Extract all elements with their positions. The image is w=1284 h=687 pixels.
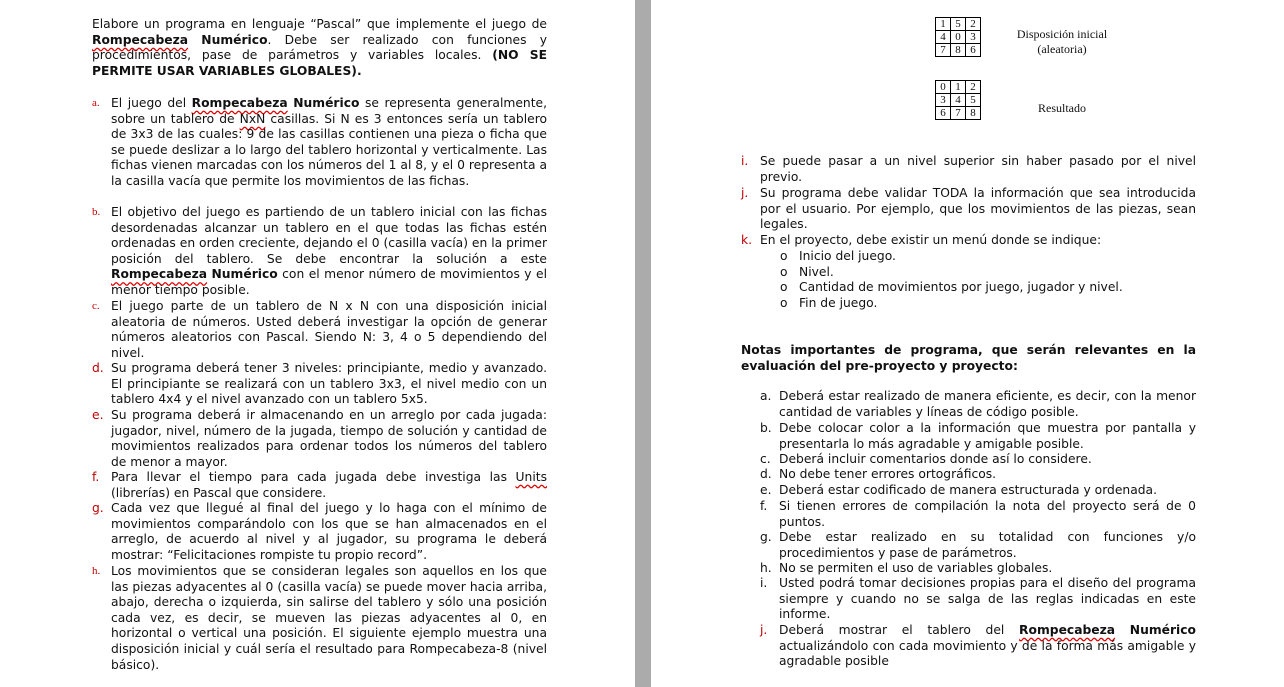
board-cell: 1 [936,18,951,31]
board-cell: 7 [936,44,951,57]
board-cell: 0 [936,81,951,94]
intro-paragraph: Elabore un programa en lenguaje “Pascal” que implemente el juego de Rompecabeza Numérico. Debe ser realizado con funciones y procedimientos, pase de parámetros y variables locales. (NO SE PERMITE USAR VARIABLES GLOBALES). [92,17,547,78]
board-cell: 2 [966,18,981,31]
notes-heading: Notas importantes de programa, que serán relevantes en la evaluación del pre-proyecto y proyecto: [741,343,1196,373]
result-board-caption: Resultado [1038,101,1086,115]
page-gutter [635,0,651,687]
board-cell: 8 [951,44,966,57]
board-cell: 1 [951,81,966,94]
menu-item: o Cantidad de movimientos por juego, jugador y nivel. [780,280,1123,294]
board-cell: 4 [936,31,951,44]
board-cell: 3 [966,31,981,44]
initial-board [935,17,981,57]
board-cell: 2 [966,81,981,94]
board-cell: 8 [966,107,981,120]
board-cell: 5 [966,94,981,107]
menu-item: o Fin de juego. [780,296,878,310]
board-cell: 7 [951,107,966,120]
initial-board-caption: Disposición inicial (aleatoria) [1016,27,1108,56]
result-board [935,80,981,120]
board-cell: 5 [951,18,966,31]
board-cell: 6 [936,107,951,120]
menu-item: o Nivel. [780,265,834,279]
board-cell: 3 [936,94,951,107]
menu-item: o Inicio del juego. [780,249,896,263]
board-cell: 4 [951,94,966,107]
document-page-left: Elabore un programa en lenguaje “Pascal” que implemente el juego de Rompecabeza Numérico. Debe ser realizado con funciones y procedimientos, pase de parámetros y variables locales. (NO SE PERMITE USAR VARIABLES GLOBALES). a. El juego del Rompecabeza Numérico se representa generalmente, sobre un tablero de NxN casillas. Si N es 3 entonces sería un tablero de 3x3 de las cuales: 9 de las casillas contienen una pieza o ficha que se puede deslizar a lo largo del tablero horizontal y verticalmente. Las fichas vienen marcadas con los números del 1 al 8, y el 0 representa a la casilla vacía que permite los movimientos de las fichas. b. El objetivo del juego es partiendo de un tablero inicial con las fichas desordenadas alcanzar un tablero en el que todas las fichas estén ordenadas en orden creciente, dejando el 0 (casilla vacía) en la primer posición del tablero. Se debe encontrar la solución a este Rompecabeza Numérico con el menor número de movimientos y el menor tiempo posible. c. El juego parte de un tablero de N x N con una disposición inicial aleatoria de números. Usted deberá investigar la opción de generar números aleatorios con Pascal. Siendo N: 3, 4 o 5 dependiendo del nivel. d. Su programa deberá tener 3 niveles: principiante, medio y avanzado. El principiante se realizará con un tablero 3x3, el nivel medio con un tablero 4x4 y el nivel avanzado con un tablero 5x5. e. Su programa deberá ir almacenando en un arreglo por cada jugada: jugador, nivel, número de la jugada, tiempo de solución y cantidad de movimientos realizados para ordenar todos los números del tablero de menor a mayor. f. Para llevar el tiempo para cada jugada debe investiga las Units (librerías) en Pascal que considere. g. Cada vez que llegué al final del juego y lo haga con el mínimo de movimientos comparándolo con los que se han almacenados en el arreglo, de acuerdo al nivel y al jugador, su programa le deberá mostrar: “Felicitaciones rompiste tu propio record”. h. Los movimientos que se consideran legales son aquellos en los que las piezas adyacentes al 0 (casilla vacía) se puede mover hacia arriba, abajo, derecha o izquierda, sin salirse del tablero y sólo una posición cada vez, es decir, se mueven las piezas adyacentes al 0, en horizontal o vertical una posición. El siguiente ejemplo muestra una disposición inicial y cuál sería el resultado para Rompecabeza-8 (nivel básico). [0,0,635,687]
board-cell: 6 [966,44,981,57]
board-cell: 0 [951,31,966,44]
document-page-right: 1 5 2 4 0 3 7 8 6 Disposición inicial (aleatoria) 0 1 2 3 4 5 6 7 8 Resultado i. Se puede pasar a un nivel superior sin haber pasado por el nivel previo. j. Su programa debe validar TODA la información que sea introducida por el usuario. Por ejemplo, que los movimientos de las piezas, sean legales. k. En el proyecto, debe existir un menú donde se indique: o Inicio del juego. o Nivel. o Cantidad de movimientos por juego, jugador y nivel. o Fin de juego. Notas importantes de programa, que serán relevantes en la evaluación del pre-proyecto y proyecto: a. Deberá estar realizado de manera eficiente, es decir, con la menor cantidad de variables y líneas de código posible. b. Debe colocar color a la información que muestra por pantalla y presentarla lo más agradable y amigable posible. c. Deberá incluir comentarios donde así lo considere. d. No debe tener errores ortográficos. e. Deberá estar codificado de manera estructurada y ordenada. f. Si tienen errores de compilación la nota del proyecto será de 0 puntos. g. Debe estar realizado en su totalidad con funciones y/o procedimientos y pase de parámetros. h. No se permiten el uso de variables globales. i. Usted podrá tomar decisiones propias para el diseño del programa siempre y cuando no se salga de las reglas indicadas en este informe. j. Deberá mostrar el tablero del Rompecabeza Numérico actualizándolo con cada movimiento y de la forma más amigable y agradable posible [651,0,1284,687]
